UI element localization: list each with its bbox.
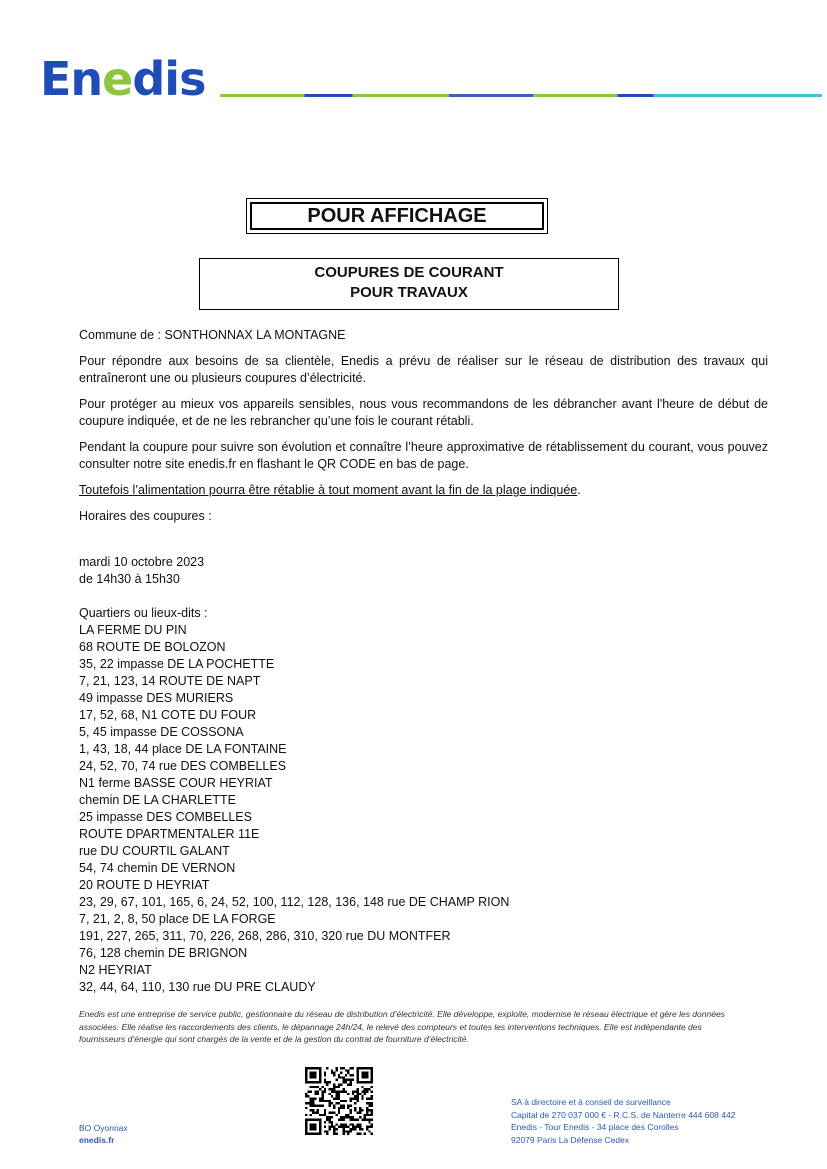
quartier-item: 35, 22 impasse DE LA POCHETTE <box>79 657 275 671</box>
quartiers-label: Quartiers ou lieux-dits : <box>79 606 208 620</box>
quartier-item: 24, 52, 70, 74 rue DES COMBELLES <box>79 759 287 773</box>
subtitle-box <box>199 258 619 310</box>
quartier-item: 32, 44, 64, 110, 130 rue DU PRE CLAUDY <box>79 980 316 994</box>
legal-line: Enedis - Tour Enedis - 34 place des Corolles <box>511 1122 679 1132</box>
quartier-item: ROUTE DPARTMENTALER 11E <box>79 827 260 841</box>
commune-text: Commune de : SONTHONNAX LA MONTAGNE <box>79 328 346 342</box>
quartier-item: 68 ROUTE DE BOLOZON <box>79 640 226 654</box>
quartier-item: 5, 45 impasse DE COSSONA <box>79 725 244 739</box>
title-box <box>246 198 548 234</box>
warning-text: Toutefois l’alimentation pourra être rétablie à tout moment avant la fin de la plage indiquée. <box>79 483 581 497</box>
footnote: Enedis est une entreprise de service public, gestionnaire du réseau de distribution d’électricité. Elle développe, exploite, modernise le réseau électrique et gère les données associées. Elle réalise les raccordements des clients, le dépannage 24h/24, le relevé des compteurs et toutes les interventions techniques. Elle est indépendante des fournisseurs d’énergie qui sont chargés de la vente et de la gestion du contrat de fourniture d’électricité. <box>79 1009 725 1044</box>
quartier-item: rue DU COURTIL GALANT <box>79 844 230 858</box>
quartier-item: 54, 74 chemin DE VERNON <box>79 861 236 875</box>
quartier-item: 25 impasse DES COMBELLES <box>79 810 252 824</box>
subtitle-line1: COUPURES DE COURANT <box>314 264 504 281</box>
legal-line: Capital de 270 037 000 € - R.C.S. de Nanterre 444 608 442 <box>511 1109 736 1120</box>
paragraph-1: Pour répondre aux besoins de sa clientèle, Enedis a prévu de réaliser sur le réseau de distribution des travaux qui entraîneront une ou plusieurs coupures d’électricité. <box>79 354 768 385</box>
paragraph-3: Pendant la coupure pour suivre son évolution et connaître l’heure approximative de rétablissement du courant, vous pouvez consulter notre site enedis.fr en flashant le QR CODE en bas de page. <box>79 440 768 471</box>
outage-time: de 14h30 à 15h30 <box>79 572 180 586</box>
footer-legal <box>511 1096 735 1146</box>
logo-divider <box>220 94 822 97</box>
enedis-logo: Enedis <box>40 52 206 106</box>
quartier-item: chemin DE LA CHARLETTE <box>79 793 236 807</box>
quartier-item: 17, 52, 68, N1 COTE DU FOUR <box>79 708 257 722</box>
quartier-item: N2 HEYRIAT <box>79 963 152 977</box>
legal-line: SA à directoire et à conseil de surveillance <box>511 1097 671 1107</box>
horaires-label: Horaires des coupures : <box>79 509 212 523</box>
quartier-item: 20 ROUTE D HEYRIAT <box>79 878 210 892</box>
office-name: BO Oyonnax <box>79 1123 128 1133</box>
page-title: POUR AFFICHAGE <box>250 202 544 230</box>
notice-content <box>79 327 768 996</box>
quartier-item: LA FERME DU PIN <box>79 623 187 637</box>
quartier-item: 23, 29, 67, 101, 165, 6, 24, 52, 100, 112, 128, 136, 148 rue DE CHAMP RION <box>79 895 510 909</box>
quartier-item: N1 ferme BASSE COUR HEYRIAT <box>79 776 273 790</box>
footer-left <box>79 1122 128 1146</box>
quartiers-list <box>79 622 768 996</box>
quartier-item: 1, 43, 18, 44 place DE LA FONTAINE <box>79 742 287 756</box>
outage-date: mardi 10 octobre 2023 <box>79 555 205 569</box>
paragraph-2: Pour protéger au mieux vos appareils sensibles, nous vous recommandons de les débrancher avant l'heure de début de coupure indiquée, et de ne les rebrancher qu’une fois le courant rétabli. <box>79 397 768 428</box>
quartier-item: 7, 21, 2, 8, 50 place DE LA FORGE <box>79 912 276 926</box>
site-link[interactable]: enedis.fr <box>79 1135 115 1145</box>
quartier-item: 49 impasse DES MURIERS <box>79 691 234 705</box>
quartier-item: 76, 128 chemin DE BRIGNON <box>79 946 248 960</box>
legal-line: 92079 Paris La Défense Cedex <box>511 1134 630 1145</box>
quartier-item: 7, 21, 123, 14 ROUTE DE NAPT <box>79 674 261 688</box>
subtitle-line2: POUR TRAVAUX <box>350 284 468 301</box>
qr-code[interactable] <box>305 1067 373 1135</box>
quartier-item: 191, 227, 265, 311, 70, 226, 268, 286, 310, 320 rue DU MONTFER <box>79 929 451 943</box>
